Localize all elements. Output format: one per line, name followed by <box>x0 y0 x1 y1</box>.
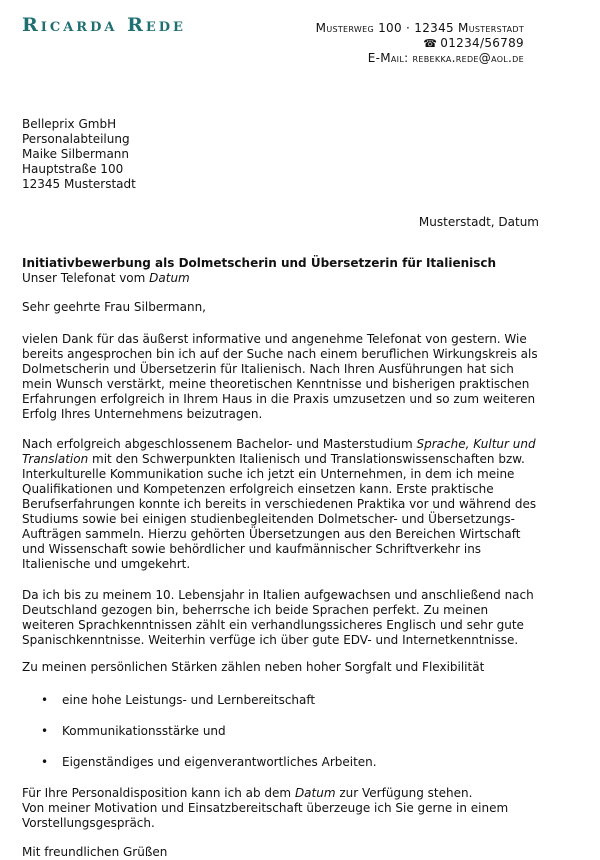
complimentary-close: Mit freundlichen Grüßen <box>22 845 168 859</box>
strength-text: Eigenständiges und eigenverantwortliches Arbeiten. <box>62 755 377 769</box>
closing-paragraph <box>22 786 542 831</box>
study-program-name: Sprache, Kultur und Translation <box>22 437 536 466</box>
list-item <box>22 724 542 739</box>
bullet-icon: • <box>41 724 49 738</box>
strength-text: eine hohe Leistungs- und Lernbereitschaft <box>62 693 316 707</box>
availability-end: zur Verfügung stehen. <box>335 786 473 800</box>
recipient-address-block <box>22 117 136 192</box>
email-label: E-Mail: <box>367 51 409 65</box>
availability-date: Datum <box>294 786 336 800</box>
interview-line-1: Von meiner Motivation und Einsatzbereitschaft überzeuge ich Sie gerne in einem <box>22 801 509 815</box>
interview-line-2: Vorstellungsgespräch. <box>22 816 155 830</box>
sender-address: Musterweg 100 · 12345 Musterstadt <box>315 21 524 35</box>
recipient-company: Belleprix GmbH <box>22 117 117 131</box>
list-item <box>22 755 542 770</box>
sender-email-line <box>316 51 524 66</box>
recipient-city: 12345 Musterstadt <box>22 177 136 191</box>
sender-email[interactable]: rebekka.rede@aol.de <box>412 51 524 65</box>
reference-line <box>22 271 542 286</box>
subject-line: Initiativbewerbung als Dolmetscherin und Übersetzerin für Italienisch <box>22 256 497 270</box>
recipient-department: Personalabteilung <box>22 132 130 146</box>
education-text-start: Nach erfolgreich abgeschlossenem Bachelor- und Masterstudium <box>22 437 417 451</box>
sender-name: Ricarda Rede <box>22 14 186 36</box>
strength-text: Kommunikationsstärke und <box>62 724 226 738</box>
letter-body <box>22 256 542 860</box>
strengths-intro: Zu meinen persönlichen Stärken zählen neben hoher Sorgfalt und Flexibilität <box>22 660 485 674</box>
paragraph-languages: Da ich bis zu meinem 10. Lebensjahr in Italien aufgewachsen und anschließend nach Deutschland gezogen bin, beherrsche ich beide Sprachen perfekt. Zu meinen weiteren Sprachkenntnissen zählt ein verhandlungssicheres Englisch und sehr gute Spanischkenntnisse. Weiterhin verfüge ich über gute EDV- und Internetkenntnisse. <box>22 588 534 647</box>
recipient-person: Maike Silbermann <box>22 147 130 161</box>
availability-line <box>22 786 542 801</box>
availability-start: Für Ihre Personaldisposition kann ich ab dem <box>22 786 295 800</box>
education-text-end: mit den Schwerpunkten Italienisch und Translationswissenschaften bzw. Interkulturelle Kommunikation suche ich jetzt ein Unternehmen, in dem ich meine Qualifikationen und Kompetenzen erfolgreich einsetzen kann. Erste praktische Berufserfahrungen konnte ich bereits in verschiedenen Praktika vor und während des Studiums sowie bei einigen studienbegleitenden Dolmetscher- und Übersetzungs-Aufträgen sammeln. Hierzu gehörten Übersetzungen aus den Bereichen Wirtschaft und Wissenschaft sowie behördlicher und kaufmännischer Schriftverkehr ins Italienische und umgekehrt. <box>22 452 537 571</box>
sender-phone: 01234/56789 <box>440 36 524 50</box>
strengths-list <box>22 693 542 770</box>
telephone-icon: ☎ <box>423 37 438 50</box>
bullet-icon: • <box>41 755 49 769</box>
paragraph-education <box>22 437 542 572</box>
list-item <box>22 693 542 708</box>
paragraph-intro: vielen Dank für das äußerst informative und angenehme Telefonat von gestern. Wie bereits angesprochen bin ich auf der Suche nach einem beruflichen Wirkungskreis als Dolmetscherin und Übersetzerin für Italienisch. Nach Ihren Ausführungen hat sich mein Wunsch verstärkt, meine theoretischen Kenntnisse und bisherigen praktischen Erfahrungen erfolgreich in Ihrem Haus in die Praxis umzusetzen und so zum weiteren Erfolg Ihres Unternehmens beizutragen. <box>22 332 538 421</box>
reference-date: Datum <box>149 271 190 285</box>
place-date: Musterstadt, Datum <box>418 215 539 229</box>
sender-phone-line <box>316 36 524 51</box>
bullet-icon: • <box>41 693 49 707</box>
reference-prefix: Unser Telefonat vom <box>22 271 150 285</box>
salutation: Sehr geehrte Frau Silbermann, <box>22 300 206 314</box>
recipient-street: Hauptstraße 100 <box>22 162 124 176</box>
sender-contact-block <box>316 21 524 66</box>
